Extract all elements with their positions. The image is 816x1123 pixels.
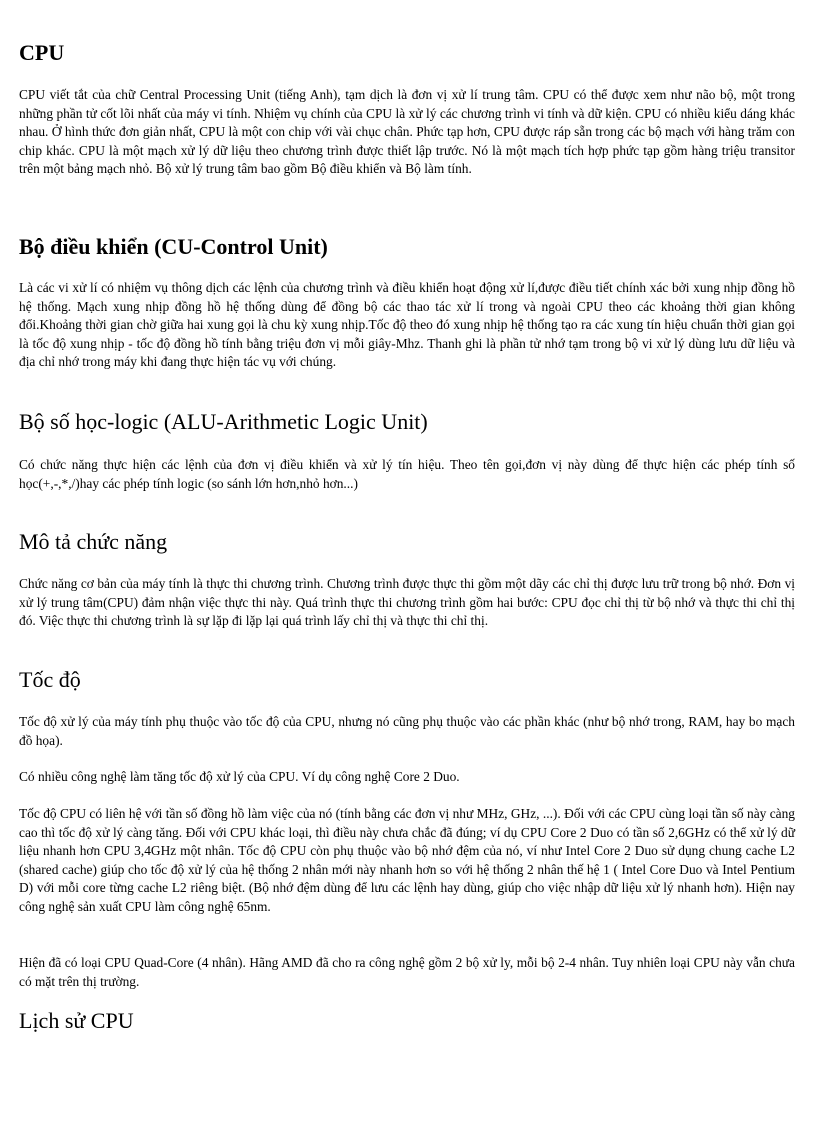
paragraph-speed-4: Hiện đã có loại CPU Quad-Core (4 nhân). Hãng AMD đã cho ra công nghệ gồm 2 bộ xử ly, mỗi bộ 2-4 nhân. Tuy nhiên loại CPU này vẫn chưa có mặt trên thị trường. (19, 955, 795, 989)
paragraph-speed-3: Tốc độ CPU có liên hệ với tần số đồng hồ làm việc của nó (tính bằng các đơn vị như MHz, GHz, ...). Đối với các CPU cùng loại tần số này càng cao thì tốc độ xử lý càng tăng. Đối với CPU khác loại, thì điều này chưa chắc đã đúng; ví dụ CPU Core 2 Duo có tần số 2,6GHz có thể xử lý dữ liệu nhanh hơn CPU 3,4GHz một nhân. Tốc độ CPU còn phụ thuộc vào bộ nhớ đệm của nó, ví như Intel Core 2 Duo sử dụng chung cache L2 (shared cache) giúp cho tốc độ xử lý của hệ thống 2 nhân mới này nhanh hơn so với hệ thống 2 nhân thế hệ 1 ( Intel Core Duo và Intel Pentium D) với mỗi core từng cache L2 riêng biệt. (Bộ nhớ đệm dùng để lưu các lệnh hay dùng, giúp cho việc nhập dữ liệu xử lý nhanh hơn). Hiện nay công nghệ sản xuất CPU làm công nghệ 65nm. (19, 806, 795, 914)
paragraph-alu: Có chức năng thực hiện các lệnh của đơn vị điều khiển và xử lý tín hiệu. Theo tên gọi,đơn vị này dùng để thực hiện các phép tính số học(+,-,*,/)hay các phép tính logic (so sánh lớn hơn,nhỏ hơn...) (19, 457, 795, 491)
heading-speed: Tốc độ (19, 667, 81, 692)
heading-cpu: CPU (19, 40, 65, 65)
paragraph-function-description: Chức năng cơ bản của máy tính là thực thi chương trình. Chương trình được thực thi gồm một dãy các chỉ thị được lưu trữ trong bộ nhớ. Đơn vị xử lý trung tâm(CPU) đảm nhận việc thực thi này. Quá trình thực thi chương trình gồm hai bước: CPU đọc chỉ thị từ bộ nhớ và thực thi chỉ thị đó. Việc thực thi chương trình là sự lặp đi lặp lại quá trình lấy chỉ thị và thực thi chỉ thị. (19, 576, 795, 629)
paragraph-control-unit: Là các vi xử lí có nhiệm vụ thông dịch các lệnh của chương trình và điều khiển hoạt động xử lí,được điều tiết chính xác bởi xung nhịp đồng hồ hệ thống. Mạch xung nhịp đồng hồ hệ thống dùng để đồng bộ các thao tác xử lí trong và ngoài CPU theo các khoảng thời gian không đổi.Khoảng thời gian chờ giữa hai xung gọi là chu kỳ xung nhịp.Tốc độ theo đó xung nhịp hệ thống tạo ra các xung tín hiệu chuẩn thời gian gọi là tốc độ xung nhịp - tốc độ đồng hồ tính bằng triệu đơn vị mỗi giây-Mhz. Thanh ghi là phần tử nhớ tạm trong bộ vi xử lý dùng lưu dữ liệu và địa chỉ nhớ trong máy khi đang thực hiện tác vụ với chúng. (19, 280, 795, 370)
paragraph-cpu-intro: CPU viết tắt của chữ Central Processing Unit (tiếng Anh), tạm dịch là đơn vị xử lí trung tâm. CPU có thể được xem như não bộ, một trong những phần tử cốt lõi nhất của máy vi tính. Nhiệm vụ chính của CPU là xử lý các chương trình vi tính và dữ kiện. CPU có nhiều kiểu dáng khác nhau. Ở hình thức đơn giản nhất, CPU là một con chip với vài chục chân. Phức tạp hơn, CPU được ráp sẵn trong các bộ mạch với hàng trăm con chip khác. CPU là một mạch xử lý dữ liệu theo chương trình được thiết lập trước. Nó là một mạch tích hợp phức tạp gồm hàng triệu transitor trên một bảng mạch nhỏ. Bộ xử lý trung tâm bao gồm Bộ điều khiển và Bộ làm tính. (19, 87, 795, 177)
heading-cpu-history: Lịch sử CPU (19, 1008, 134, 1033)
heading-alu: Bộ số học-logic (ALU-Arithmetic Logic Unit) (19, 409, 428, 434)
heading-function-description: Mô tả chức năng (19, 529, 168, 554)
paragraph-speed-2: Có nhiều công nghệ làm tăng tốc độ xử lý của CPU. Ví dụ công nghệ Core 2 Duo. (19, 769, 460, 784)
paragraph-speed-1: Tốc độ xử lý của máy tính phụ thuộc vào tốc độ của CPU, nhưng nó cũng phụ thuộc vào các phần khác (như bộ nhớ trong, RAM, hay bo mạch đồ họa). (19, 714, 795, 748)
heading-control-unit: Bộ điều khiển (CU-Control Unit) (19, 234, 328, 259)
